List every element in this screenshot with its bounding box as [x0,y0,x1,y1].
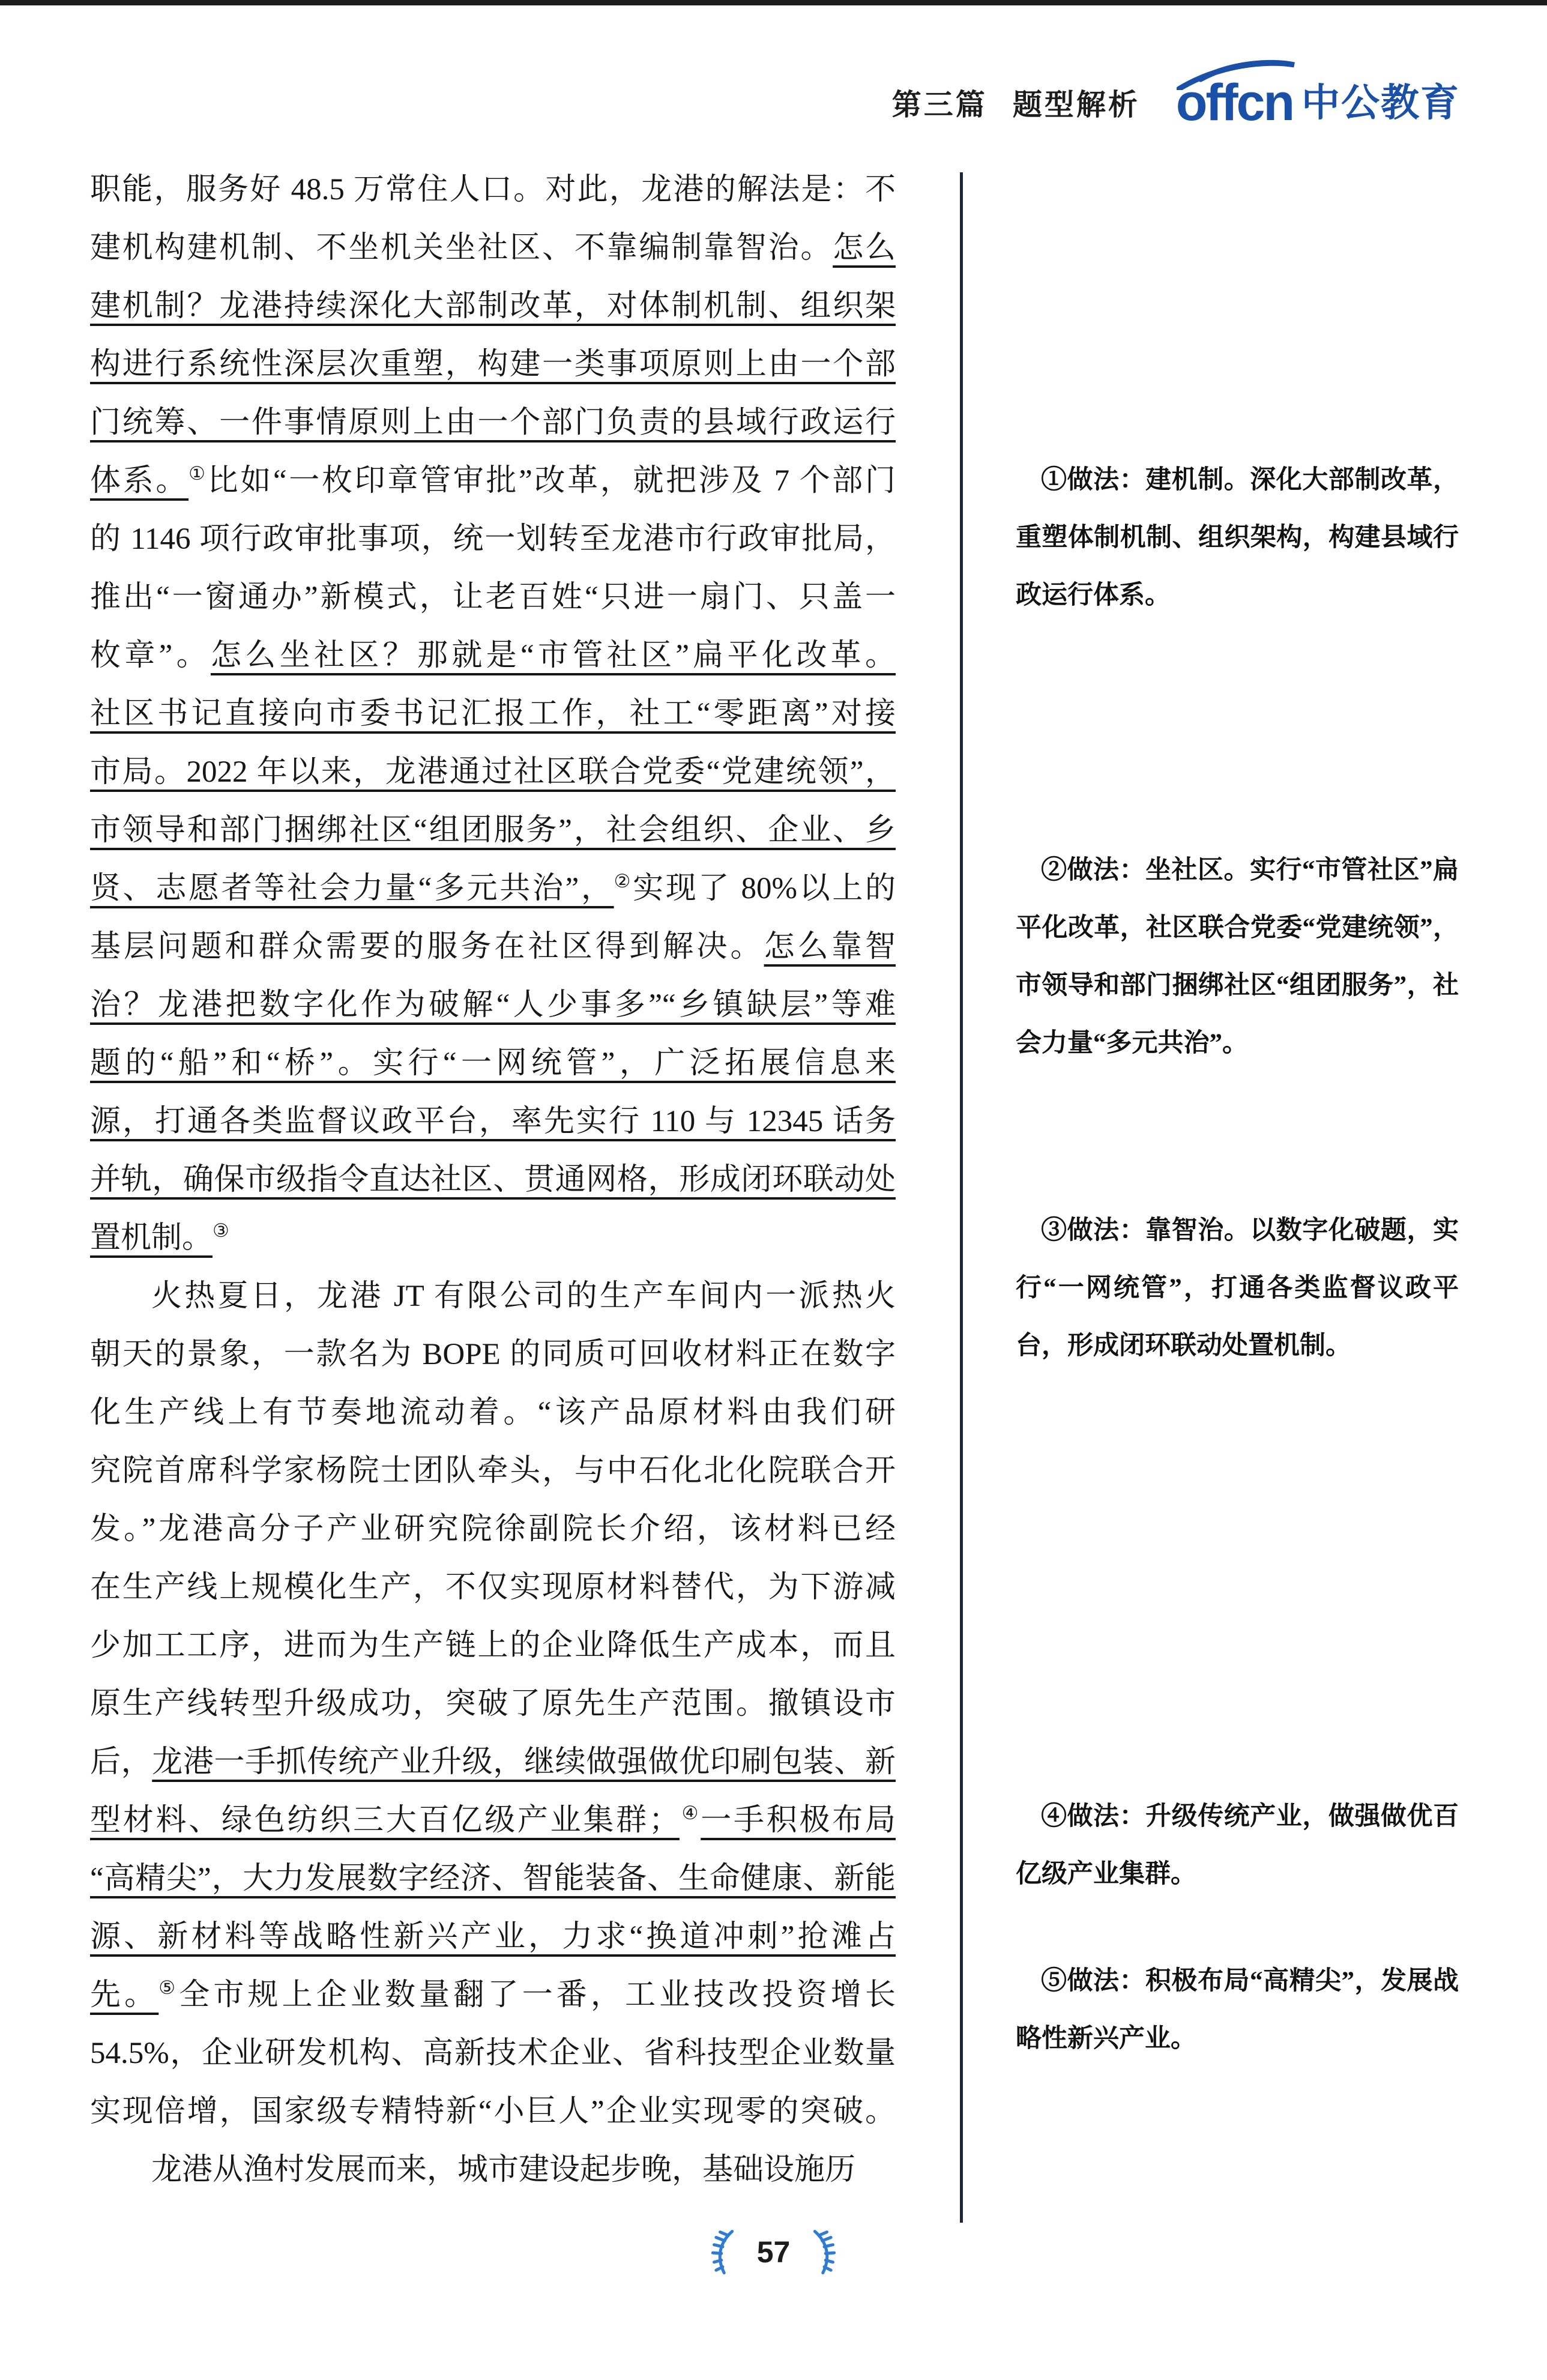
body-segment: 市领导和部门捆绑社区“组团服务”，社会组织、企业、乡 [90,814,896,847]
body-segment: 实现倍增，国家级专精特新“小巨人”企业实现零的突破。 [90,2095,896,2128]
body-segment: 54.5%，企业研发机构、高新技术企业、省科技型企业数量 [90,2037,896,2070]
body-line [90,860,896,918]
footnote-marker: ② [614,871,633,892]
body-segment: 火热夏日，龙港 JT 有限公司的生产车间内一派热火 [151,1279,896,1313]
body-segment: 枚章”。 [90,639,211,672]
body-line [90,394,896,452]
body-line [90,1209,896,1267]
body-line [90,1675,896,1733]
body-segment: 龙港一手抓传统产业升级，继续做强做优印刷包装、新 [152,1745,896,1779]
body-line [90,2083,896,2141]
body-segment: 贤、志愿者等社会力量“多元共治”， [90,872,614,905]
body-line [90,1792,896,1850]
margin-note: ⑤做法：积极布局“高精尖”，发展战略性新兴产业。 [1016,1967,1459,2053]
body-segment: 基层问题和群众需要的服务在社区得到解决。 [90,930,764,964]
body-segment: 的 1146 项行政审批事项，统一划转至龙港市行政审批局， [90,522,896,556]
page-number: 57 [756,2235,791,2269]
body-segment: 建机构建机制、不坐机关坐社区、不靠编制靠智治。 [90,231,833,265]
footnote-marker: ① [188,463,208,484]
body-line [90,510,896,569]
body-line [90,918,896,976]
body-segment: 后， [90,1745,152,1779]
margin-note: ①做法：建机制。深化大部制改革，重塑体制机制、组织架构，构建县域行政运行体系。 [1016,466,1459,609]
body-segment: 置机制。 [90,1221,213,1255]
footnote-marker: ④ [679,1802,701,1823]
body-line [90,2025,896,2083]
body-segment: 全市规上企业数量翻了一番，工业技改投资增长 [179,1978,896,2012]
offcn-logo [1175,74,1460,131]
body-segment: 门统筹、一件事情原则上由一个部门负责的县域行政运行 [90,406,896,439]
body-line [90,976,896,1034]
body-line [90,1267,896,1326]
body-segment: 一手积极布局 [701,1804,896,1837]
offcn-wordmark: offcn [1176,77,1293,128]
body-line [90,1442,896,1500]
body-line [90,1908,896,1966]
body-segment: 源，打通各类监督议政平台，率先实行 110 与 12345 话务 [90,1105,896,1138]
body-segment: 究院首席科学家杨院士团队牵头，与中石化北化院联合开 [90,1454,896,1488]
margin-note: ④做法：升级传统产业，做强做优百亿级产业集群。 [1016,1802,1459,1888]
page-footer [0,2229,1547,2276]
body-line [90,1093,896,1151]
body-segment: 怎么 [833,231,896,265]
body-line [90,1966,896,2025]
body-segment: 题的“船”和“桥”。实行“一网统管”，广泛拓展信息来 [90,1047,896,1080]
body-segment: 建机制？龙港持续深化大部制改革，对体制机制、组织架 [90,289,896,323]
body-line [90,1151,896,1209]
body-line [90,219,896,277]
body-segment: 职能，服务好 48.5 万常住人口。对此，龙港的解法是：不 [90,173,896,207]
body-segment: 原生产线转型升级成功，突破了原先生产范围。撤镇设市 [90,1687,896,1721]
footnote-marker: ③ [213,1220,229,1241]
body-segment: 社区书记直接向市委书记汇报工作，社工“零距离”对接 [90,697,896,731]
body-line [90,1034,896,1093]
body-segment: “高精尖”，大力发展数字经济、智能装备、生命健康、新能 [90,1862,896,1895]
chapter-section: 第三篇 [891,88,988,121]
body-segment: 推出“一窗通办”新模式，让老百姓“只进一扇门、只盖一 [90,581,896,614]
body-segment: 实现了 80%以上的 [633,872,896,905]
body-line [90,336,896,394]
body-segment: 比如“一枚印章管审批”改革，就把涉及 7 个部门 [207,464,896,498]
body-line [90,1617,896,1675]
margin-note: ②做法：坐社区。实行“市管社区”扁平化改革，社区联合党委“党建统领”，市领导和部门捆绑社区“组团服务”，社会力量“多元共治”。 [1016,856,1459,1057]
body-line [90,1500,896,1559]
body-segment: 少加工工序，进而为生产链上的企业降低生产成本，而且 [90,1629,896,1663]
body-line [90,802,896,860]
laurel-right-icon [810,2229,838,2276]
body-line [90,1850,896,1908]
page-top-edge [0,0,1547,5]
body-segment: 怎么靠智 [764,930,896,964]
body-line [90,685,896,743]
column-divider [960,172,963,2223]
footnote-marker: ⑤ [158,1977,179,1998]
body-segment: 在生产线上规模化生产，不仅实现原材料替代，为下游减 [90,1571,896,1604]
body-segment: 并轨，确保市级指令直达社区、贯通网格，形成闭环联动处 [90,1163,896,1197]
body-segment: 源、新材料等战略性新兴产业，力求“换道冲刺”抢滩占 [90,1920,896,1954]
body-line [90,569,896,627]
body-line [90,1733,896,1792]
body-segment: 龙港从渔村发展而来，城市建设起步晚，基础设施历 [151,2153,856,2187]
body-segment: 治？龙港把数字化作为破解“人少事多”“乡镇缺层”等难 [90,988,896,1022]
body-segment: 怎么坐社区？那就是“市管社区”扁平化改革。 [210,639,896,672]
body-line [90,1326,896,1384]
body-line [90,452,896,510]
chapter-title [892,82,1140,124]
logo-swoosh-icon [1177,59,1297,90]
offcn-brand-name: 中公教育 [1301,81,1460,124]
body-segment: 型材料、绿色纺织三大百亿级产业集群； [90,1804,680,1837]
body-segment: 发。”龙港高分子产业研究院徐副院长介绍，该材料已经 [90,1512,896,1546]
body-line [90,743,896,802]
body-segment: 先。 [90,1978,159,2012]
body-line [90,1384,896,1442]
chapter-subtitle: 题型解析 [1012,88,1140,121]
body-line [90,277,896,336]
laurel-left-icon [709,2229,737,2276]
body-segment: 市局。2022 年以来，龙港通过社区联合党委“党建统领”， [90,755,896,789]
body-segment: 化生产线上有节奏地流动着。“该产品原材料由我们研 [90,1396,896,1430]
margin-note: ③做法：靠智治。以数字化破题，实行“一网统管”，打通各类监督议政平台，形成闭环联动处置机制。 [1016,1216,1459,1360]
body-line [90,2141,896,2199]
body-line [90,627,896,685]
page-header [891,74,1460,131]
body-segment: 体系。 [90,464,189,498]
body-line [90,161,896,219]
body-segment: 构进行系统性深层次重塑，构建一类事项原则上由一个部 [90,348,896,381]
body-text [90,161,896,2199]
body-line [90,1559,896,1617]
body-segment: 朝天的景象，一款名为 BOPE 的同质可回收材料正在数字 [90,1338,896,1371]
